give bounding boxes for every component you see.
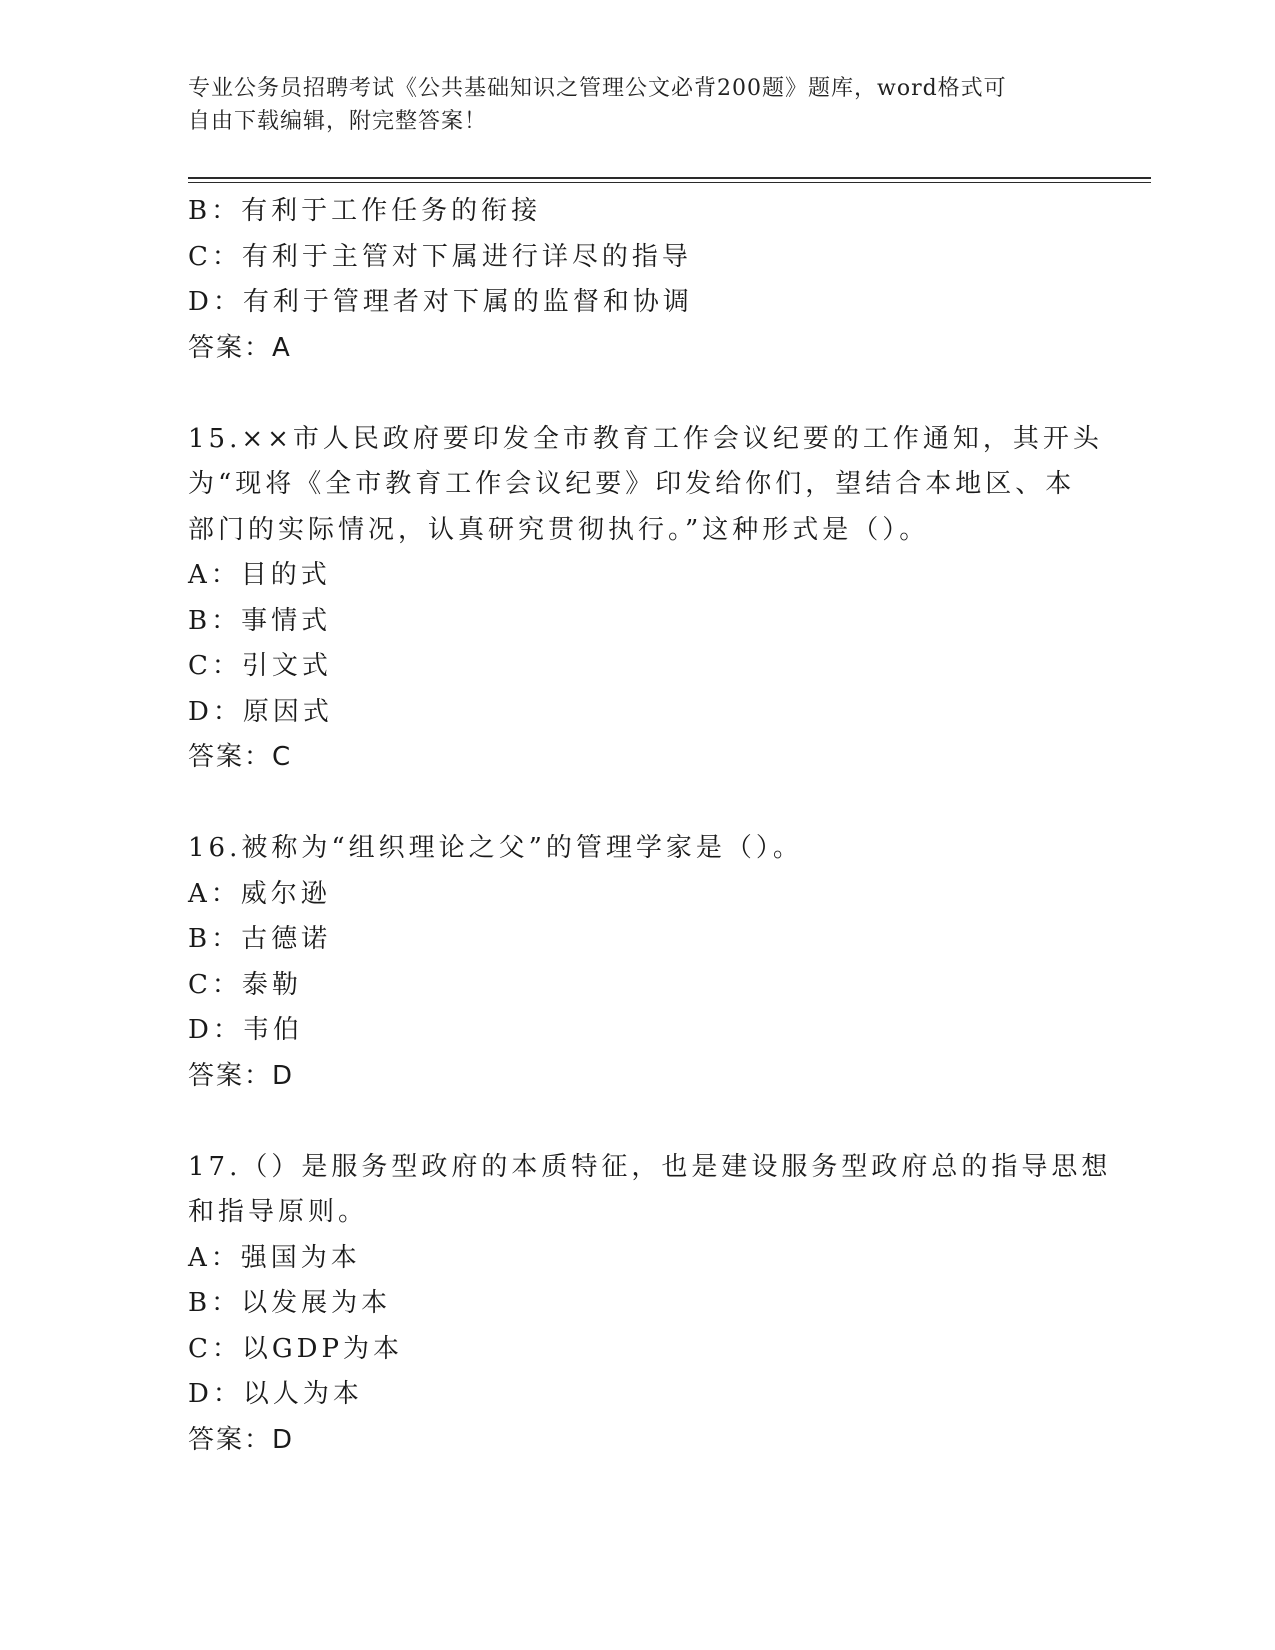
question-17 xyxy=(188,1145,1112,1464)
question-stem-line: 17.（）是服务型政府的本质特征，也是建设服务型政府总的指导思想 xyxy=(188,1151,1112,1182)
question-stem-line: 15.××市人民政府要印发全市教育工作会议纪要的工作通知，其开头 xyxy=(188,423,1103,454)
option-c: C：泰勒 xyxy=(188,969,302,1000)
answer-line: 答案：D xyxy=(188,1060,295,1091)
option-d: D：以人为本 xyxy=(188,1379,363,1409)
option-d: D：原因式 xyxy=(188,696,333,727)
answer-line: 答案：A xyxy=(188,332,292,363)
option-a: A：威尔逊 xyxy=(188,878,331,909)
option-c: C：以GDP为本 xyxy=(188,1333,404,1364)
question-16 xyxy=(188,826,1088,1099)
header-line-2: 自由下载编辑，附完整答案！ xyxy=(188,109,488,134)
question-15 xyxy=(188,417,1103,781)
header-line-1: 专业公务员招聘考试《公共基础知识之管理公文必背200题》题库，word格式可 xyxy=(188,76,1007,101)
option-b: B：古德诺 xyxy=(188,924,332,954)
header-divider-thick xyxy=(188,177,1151,179)
spacer xyxy=(188,371,1088,417)
option-c: C：引文式 xyxy=(188,651,332,681)
question-stem-line: 为“现将《全市教育工作会议纪要》印发给你们，望结合本地区、本 xyxy=(188,469,1076,499)
option-d: D：韦伯 xyxy=(188,1015,303,1045)
option-c: C：有利于主管对下属进行详尽的指导 xyxy=(188,241,692,272)
header-divider-thin xyxy=(188,182,1151,183)
option-d: D：有利于管理者对下属的监督和协调 xyxy=(188,287,693,317)
option-b: B：事情式 xyxy=(188,605,332,636)
question-stem-line: 16.被称为“组织理论之父”的管理学家是（）。 xyxy=(188,833,803,863)
document-header xyxy=(188,72,1088,138)
option-b: B：以发展为本 xyxy=(188,1288,392,1318)
spacer xyxy=(188,1099,1088,1145)
spacer xyxy=(188,781,1088,827)
answer-line: 答案：D xyxy=(188,1424,295,1455)
option-a: A：目的式 xyxy=(188,560,331,590)
question-content xyxy=(188,189,1112,1463)
question-stem-line: 和指导原则。 xyxy=(188,1197,369,1227)
question-stem-line: 部门的实际情况，认真研究贯彻执行。”这种形式是（）。 xyxy=(188,514,930,545)
option-b: B：有利于工作任务的衔接 xyxy=(188,196,542,226)
question-14-tail xyxy=(188,189,1088,371)
option-a: A：强国为本 xyxy=(188,1242,361,1273)
answer-line: 答案：C xyxy=(188,742,293,772)
